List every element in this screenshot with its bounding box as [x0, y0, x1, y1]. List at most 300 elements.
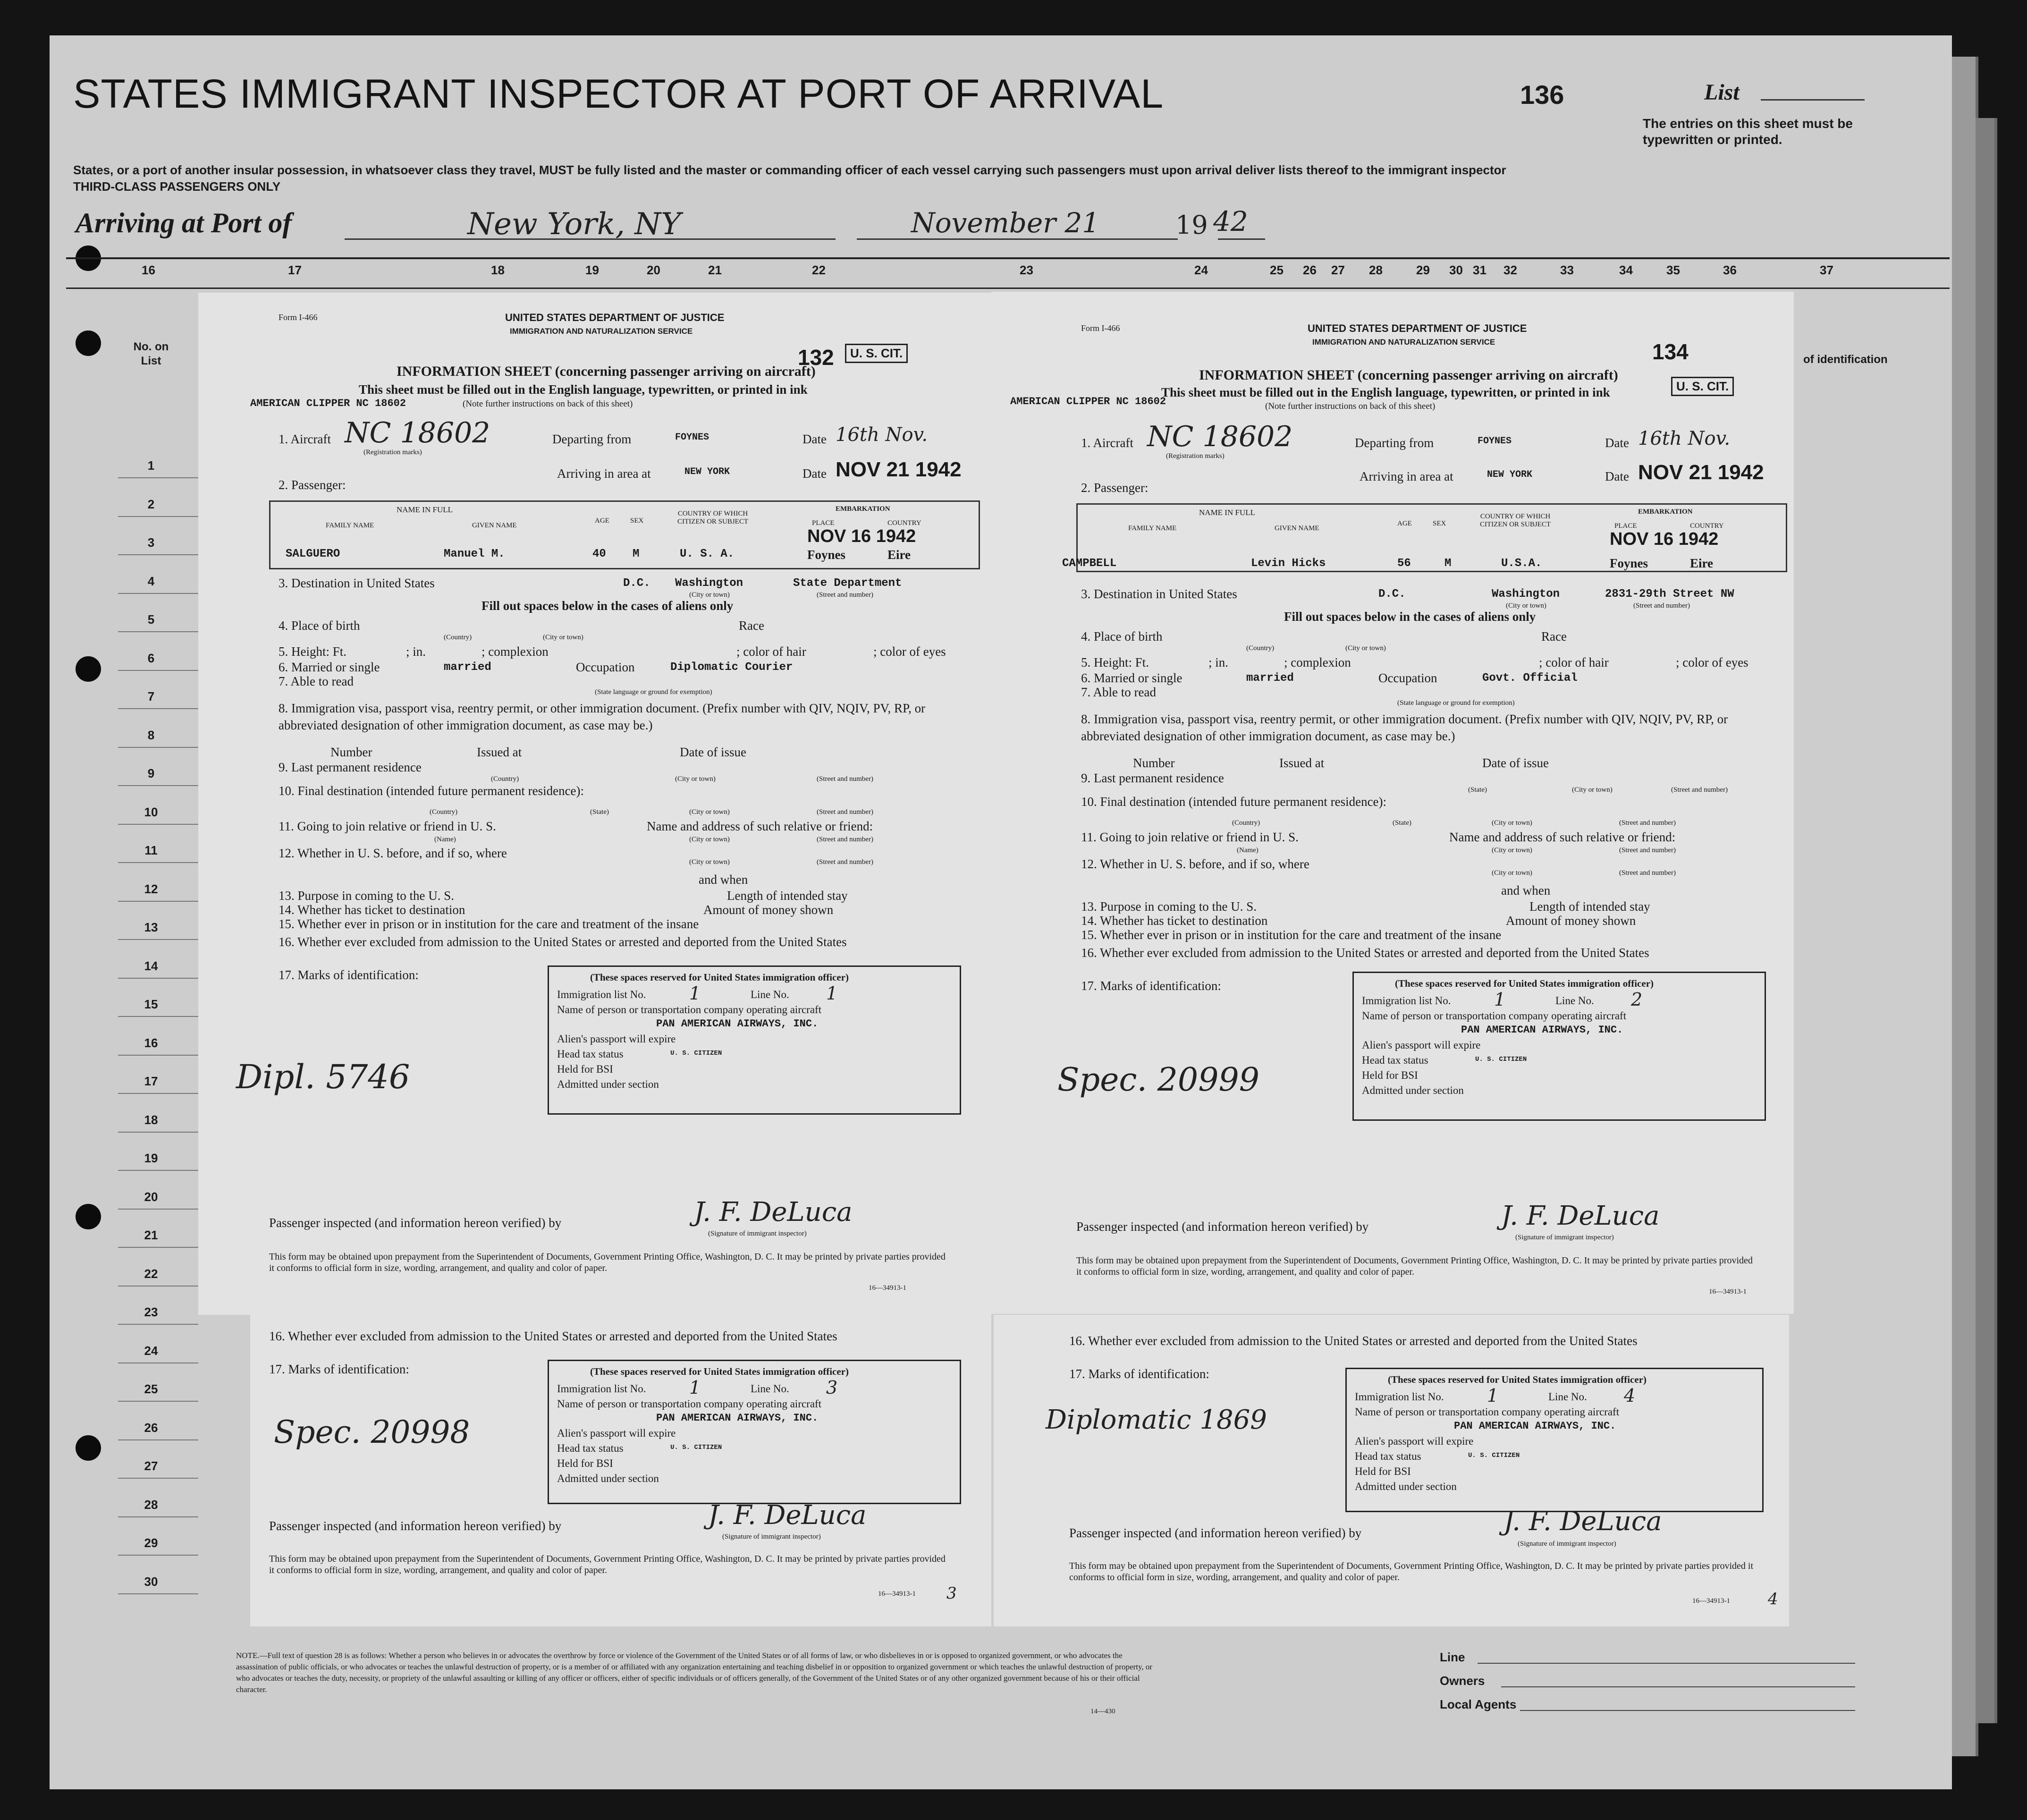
row-number: 24: [144, 1343, 158, 1358]
sheet-top-number: 132: [798, 345, 834, 370]
sex-value: M: [633, 548, 640, 560]
street-caption: (Street and number): [1619, 819, 1676, 827]
street-caption: (Street and number): [1671, 786, 1728, 794]
row-number: 25: [144, 1382, 158, 1396]
departure-date: 16th Nov.: [836, 424, 928, 446]
binding-hole: [76, 656, 101, 682]
form-code: 16—34913-1: [878, 1590, 916, 1598]
marks-handwritten: Dipl. 5746: [236, 1058, 410, 1096]
info-sheet-3: [250, 1315, 991, 1626]
service-name: IMMIGRATION AND NATURALIZATION SERVICE: [510, 327, 693, 336]
date-label: Date: [1605, 436, 1629, 450]
line-no-label: Line No.: [751, 1383, 789, 1395]
column-number: 35: [1666, 263, 1680, 277]
column-number: 22: [812, 263, 826, 277]
row-number: 11: [144, 843, 158, 857]
passport-expire-label: Alien's passport will expire: [1355, 1435, 1474, 1447]
q9-residence: 9. Last permanent residence: [1081, 771, 1224, 785]
issued-at-label: Issued at: [477, 745, 522, 759]
operator-label: Name of person or transportation company operating aircraft: [557, 1398, 822, 1410]
row-rule: [118, 1170, 198, 1171]
list-number: 1: [689, 1377, 701, 1398]
info-sheet-2: [991, 292, 1794, 1314]
list-blank: [1761, 99, 1865, 101]
arriving-area-value: NEW YORK: [1487, 469, 1533, 480]
q14-ticket: 14. Whether has ticket to destination: [279, 903, 465, 917]
q8-visa: 8. Immigration visa, passport visa, reentry permit, or other immigration document. (Prefix number with QIV, NQIV, PV, RP, or abbreviated designation of other immigration document, as case may be.): [279, 701, 926, 732]
form-sub2: (Note further instructions on back of this sheet): [463, 399, 633, 409]
footnote: NOTE.—Full text of question 28 is as follows: Whether a person who believes in or advocates the overthrow by force or violence of the Government of the United States or of all forms of law, or who disbelieves in or is opposed to organized government, or who advocates the assassination of public officials, or who advocates or teaches the unlawful destruction of property, or is a member of or affiliated with any organization entertaining and teaching disbelief in or opposition to organized government or which teaches the unlawful destruction of property, or who advocates or teaches the duty, necessity, or propriety of the unlawful assaulting or killing of any officer or officers, either of specific individuals or of officers generally, of the Government of the United States or of any other organized government because of his or their official character.: [236, 1651, 1153, 1694]
imm-list-label: Immigration list No.: [557, 1383, 646, 1395]
complexion-label: ; complexion: [1284, 655, 1351, 669]
row-rule: [118, 1478, 198, 1479]
q7-read: 7. Able to read: [1081, 685, 1156, 699]
citizen-badge: U. S. CIT.: [845, 344, 908, 363]
held-bsi-label: Held for BSI: [1362, 1069, 1418, 1081]
q5-height: 5. Height: Ft.: [1081, 655, 1149, 669]
passport-expire-label: Alien's passport will expire: [557, 1427, 676, 1439]
row-number: 27: [144, 1459, 158, 1473]
street-caption: (Street and number): [1619, 847, 1676, 854]
signature-caption: (Signature of immigrant inspector): [708, 1230, 807, 1237]
column-number: 37: [1820, 263, 1833, 277]
row-number: 2: [147, 497, 155, 511]
column-number: 25: [1270, 263, 1284, 277]
row-rule: [118, 631, 198, 632]
state-caption: (State): [1468, 786, 1487, 794]
row-rule: [118, 1016, 198, 1017]
q17-marks: 17. Marks of identification:: [269, 1362, 409, 1376]
city-caption: (City or town): [689, 858, 730, 866]
row-number: 1: [147, 458, 155, 473]
admitted-label: Admitted under section: [557, 1078, 659, 1090]
signature-caption: (Signature of immigrant inspector): [1515, 1234, 1614, 1241]
row-rule: [118, 1439, 198, 1440]
row-number: 26: [144, 1420, 158, 1435]
aircraft-handwritten: NC 18602: [345, 416, 490, 449]
country-col-header: COUNTRY: [1690, 522, 1724, 530]
q9-residence: 9. Last permanent residence: [279, 760, 422, 774]
q13-purpose: 13. Purpose in coming to the U. S.: [1081, 899, 1257, 914]
inspected-label: Passenger inspected (and information hereon verified) by: [1076, 1219, 1369, 1234]
signature-caption: (Signature of immigrant inspector): [722, 1533, 821, 1541]
clipper-stamp: AMERICAN CLIPPER NC 18602: [250, 398, 406, 409]
family-name-value: SALGUERO: [286, 548, 340, 560]
form-code: 16—34913-1: [869, 1284, 906, 1292]
row-number: 18: [144, 1112, 158, 1127]
operator-label: Name of person or transportation company operating aircraft: [557, 1004, 822, 1016]
column-number: 26: [1303, 263, 1317, 277]
fine-print: This form may be obtained upon prepayment from the Superintendent of Documents, Government Printing Office, Washington, D. C. It may be printed by private parties provided it conforms to official form in size, wording, arrangement, and quality and color of paper.: [1076, 1255, 1753, 1277]
q6-marital: 6. Married or single: [1081, 671, 1182, 685]
reserved-note: (These spaces reserved for United States immigration officer): [590, 972, 849, 983]
column-number: 32: [1503, 263, 1517, 277]
row-number: 19: [144, 1151, 158, 1165]
embarkation-place: Foynes: [1610, 556, 1648, 570]
citizen-value: U.S.A.: [1501, 557, 1542, 570]
line-number: 2: [1631, 989, 1643, 1010]
aliens-only: Fill out spaces below in the cases of aliens only: [481, 599, 734, 613]
owners-blank: [1501, 1686, 1855, 1687]
line-blank: [1478, 1663, 1855, 1664]
binding-hole: [76, 330, 101, 356]
marital-value: married: [1246, 672, 1294, 685]
country-header: COUNTRY OF WHICH CITIZEN OR SUBJECT: [1480, 513, 1551, 528]
admitted-label: Admitted under section: [1355, 1481, 1457, 1492]
inspected-label: Passenger inspected (and information hereon verified) by: [269, 1519, 562, 1533]
year-prefix: 19: [1175, 210, 1208, 240]
sex-header: SEX: [1433, 520, 1446, 527]
arriving-label: Arriving at Port of: [76, 207, 292, 238]
sheet-number: 136: [1520, 80, 1564, 110]
form-sub1: This sheet must be filled out in the English language, typewritten, or printed in ink: [1161, 385, 1610, 399]
country-header: COUNTRY OF WHICH CITIZEN OR SUBJECT: [677, 510, 748, 525]
and-when-label: and when: [699, 872, 748, 887]
row-rule: [118, 978, 198, 979]
street-caption: (Street and number): [1633, 602, 1690, 609]
city-caption: (City or town): [1492, 847, 1532, 854]
embarkation-place: Foynes: [807, 548, 845, 562]
name-in-full-header: NAME IN FULL: [1199, 508, 1255, 517]
marks-handwritten: Spec. 20999: [1057, 1061, 1259, 1099]
q1-aircraft: 1. Aircraft: [279, 432, 331, 446]
row-rule: [118, 554, 198, 555]
occupation-label: Occupation: [1378, 671, 1437, 685]
city-caption: (City or town): [1572, 786, 1613, 794]
service-name: IMMIGRATION AND NATURALIZATION SERVICE: [1312, 338, 1495, 347]
row-number: 8: [147, 728, 155, 742]
head-tax-value: U. S. CITIZEN: [670, 1050, 722, 1057]
column-number: 34: [1619, 263, 1633, 277]
q16-excluded: 16. Whether ever excluded from admission to the United States or arrested and deported from the United States: [1081, 946, 1649, 960]
departing-value: FOYNES: [675, 432, 709, 443]
row-number: 4: [147, 574, 155, 588]
q17-marks: 17. Marks of identification:: [1069, 1367, 1209, 1381]
page-edge-right-2: [1976, 118, 1997, 1723]
q11-name-address: Name and address of such relative or friend:: [1449, 830, 1676, 844]
row-number: 3: [147, 535, 155, 550]
age-value: 56: [1397, 557, 1411, 570]
q7-read: 7. Able to read: [279, 674, 354, 688]
reg-marks-caption: (Registration marks): [1166, 452, 1225, 460]
inspector-signature: J. F. DeLuca: [1503, 1506, 1662, 1537]
form-number: Form I-466: [279, 313, 318, 322]
q11-relative: 11. Going to join relative or friend in U. S.: [1081, 830, 1299, 844]
inspected-label: Passenger inspected (and information hereon verified) by: [269, 1216, 562, 1230]
dept-name: UNITED STATES DEPARTMENT OF JUSTICE: [1308, 322, 1527, 334]
date-of-issue-label: Date of issue: [1482, 756, 1549, 770]
row-rule: [118, 1093, 198, 1094]
arriving-area-label: Arriving in area at: [557, 466, 651, 481]
sheet-top-number: 134: [1652, 339, 1689, 364]
dest-state: D.C.: [1378, 588, 1406, 601]
city-caption: (City or town): [1345, 644, 1386, 652]
row-rule: [118, 1055, 198, 1056]
line-number: 4: [1624, 1385, 1636, 1406]
form-sub2: (Note further instructions on back of this sheet): [1265, 401, 1436, 411]
row-rule: [118, 824, 198, 825]
head-tax-label: Head tax status: [1355, 1450, 1421, 1462]
column-number: 16: [142, 263, 155, 277]
column-number: 18: [491, 263, 505, 277]
info-sheet-4: [994, 1315, 1789, 1626]
row-rule: [118, 747, 198, 748]
column-number: 17: [288, 263, 302, 277]
fine-print: This form may be obtained upon prepayment from the Superintendent of Documents, Government Printing Office, Washington, D. C. It may be printed by private parties provided it conforms to official form in size, wording, arrangement, and quality and color of paper.: [1069, 1561, 1753, 1583]
reg-marks-caption: (Registration marks): [363, 449, 422, 456]
street-caption: (Street and number): [817, 836, 873, 843]
dest-city: Washington: [1492, 588, 1560, 601]
country-caption: (Country): [1246, 644, 1275, 652]
year-handwritten: 42: [1213, 205, 1248, 237]
list-number: 1: [689, 983, 701, 1004]
date-label: Date: [802, 466, 827, 481]
q5-height: 5. Height: Ft.: [279, 644, 347, 659]
street-caption: (Street and number): [817, 775, 873, 783]
operator-value: PAN AMERICAN AIRWAYS, INC.: [1461, 1024, 1623, 1036]
marital-value: married: [444, 661, 491, 674]
street-caption: (Street and number): [817, 858, 873, 866]
info-sheet-1: [198, 293, 991, 1315]
arrival-date-stamp: NOV 21 1942: [1638, 461, 1764, 484]
q10-final-destination: 10. Final destination (intended future permanent residence):: [1081, 795, 1387, 809]
admitted-label: Admitted under section: [557, 1473, 659, 1484]
embarkation-date-stamp: NOV 16 1942: [807, 526, 916, 546]
q2-passenger: 2. Passenger:: [1081, 481, 1149, 495]
city-caption: (City or town): [1492, 869, 1532, 877]
q16-excluded: 16. Whether ever excluded from admission to the United States or arrested and deported from the United States: [1069, 1334, 1638, 1348]
country-caption: (Country): [444, 634, 472, 641]
reserved-note: (These spaces reserved for United States immigration officer): [1395, 978, 1654, 989]
row-number: 17: [144, 1074, 158, 1088]
date-handwritten: November 21: [911, 207, 1100, 239]
row-rule: [118, 1286, 198, 1287]
city-caption: (City or town): [689, 836, 730, 843]
row-rule: [118, 1555, 198, 1556]
name-caption: (Name): [1237, 847, 1258, 854]
q1-aircraft: 1. Aircraft: [1081, 436, 1133, 450]
aircraft-handwritten: NC 18602: [1147, 420, 1293, 453]
q13-purpose: 13. Purpose in coming to the U. S.: [279, 889, 454, 903]
column-number: 29: [1416, 263, 1430, 277]
date-label: Date: [802, 432, 827, 446]
country-caption: (Country): [491, 775, 519, 783]
hair-label: ; color of hair: [736, 644, 806, 659]
row-number: 16: [144, 1035, 158, 1050]
column-number: 27: [1331, 263, 1345, 277]
arriving-area-label: Arriving in area at: [1360, 469, 1453, 483]
inspector-signature: J. F. DeLuca: [694, 1197, 853, 1227]
list-number: 1: [1494, 989, 1506, 1010]
row-rule: [118, 477, 198, 478]
occupation-value: Diplomatic Courier: [670, 661, 793, 674]
line-no-label: Line No.: [1555, 995, 1594, 1007]
inspector-signature: J. F. DeLuca: [708, 1500, 867, 1531]
embarkation-date-stamp: NOV 16 1942: [1610, 529, 1719, 549]
age-header: AGE: [595, 517, 609, 525]
complexion-label: ; complexion: [481, 644, 549, 659]
race-label: Race: [739, 618, 764, 633]
manifest-instruction: States, or a port of another insular possession, in whatsoever class they travel, MUST be fully listed and the master or commanding officer of each vessel carrying such passengers must upon arrival deliver lists thereof to the immigrant inspector: [73, 163, 1506, 177]
row-number: 29: [144, 1536, 158, 1550]
q15-prison: 15. Whether ever in prison or in institution for the care and treatment of the insane: [279, 917, 699, 931]
third-class-note: THIRD-CLASS PASSENGERS ONLY: [73, 179, 281, 194]
q17-marks: 17. Marks of identification:: [279, 968, 419, 982]
city-caption: (City or town): [689, 808, 730, 816]
row-number: 10: [144, 804, 158, 819]
occupation-label: Occupation: [576, 660, 635, 674]
given-name-header: GIVEN NAME: [1275, 525, 1319, 532]
column-number: 33: [1560, 263, 1574, 277]
admitted-label: Admitted under section: [1362, 1084, 1464, 1096]
reserved-note: (These spaces reserved for United States immigration officer): [1388, 1374, 1647, 1385]
imm-list-label: Immigration list No.: [1362, 995, 1451, 1007]
city-caption: (City or town): [689, 591, 730, 599]
age-value: 40: [592, 548, 606, 560]
list-label: List: [1704, 80, 1740, 105]
state-caption: (State): [1393, 819, 1411, 827]
q12-before: 12. Whether in U. S. before, and if so, where: [1081, 857, 1309, 871]
form-title: INFORMATION SHEET (concerning passenger arriving on aircraft): [1199, 367, 1618, 383]
column-number: 24: [1194, 263, 1208, 277]
column-number: 28: [1369, 263, 1383, 277]
line-number: 1: [826, 983, 838, 1004]
form-number: Form I-466: [1081, 323, 1120, 333]
row-number: 5: [147, 612, 155, 626]
inspected-label: Passenger inspected (and information hereon verified) by: [1069, 1526, 1362, 1540]
city-caption: (City or town): [675, 775, 716, 783]
arrival-date-stamp: NOV 21 1942: [836, 458, 962, 481]
row-rule: [118, 593, 198, 594]
q12-before: 12. Whether in U. S. before, and if so, where: [279, 846, 507, 860]
row-rule: [118, 708, 198, 709]
head-tax-value: U. S. CITIZEN: [1468, 1452, 1520, 1459]
eyes-label: ; color of eyes: [873, 644, 946, 659]
q6-marital: 6. Married or single: [279, 660, 380, 674]
marks-handwritten: Spec. 20998: [274, 1414, 470, 1450]
imm-list-label: Immigration list No.: [1355, 1391, 1444, 1403]
date-label: Date: [1605, 469, 1629, 483]
departure-date: 16th Nov.: [1638, 428, 1731, 449]
form-code: 16—34913-1: [1692, 1597, 1730, 1605]
age-header: AGE: [1397, 520, 1412, 527]
dest-city: Washington: [675, 577, 743, 590]
passport-expire-label: Alien's passport will expire: [1362, 1039, 1481, 1051]
row-rule: [118, 1593, 198, 1594]
row-rule: [118, 1516, 198, 1517]
identification-header: of identification: [1803, 353, 1888, 366]
row-rule: [118, 862, 198, 863]
country-col-header: COUNTRY: [887, 519, 921, 527]
q10-final-destination: 10. Final destination (intended future permanent residence):: [279, 784, 584, 798]
row-rule: [118, 1324, 198, 1325]
row-number: 30: [144, 1574, 158, 1589]
state-caption: (State): [590, 808, 609, 816]
row-rule: [118, 1401, 198, 1402]
passport-expire-label: Alien's passport will expire: [557, 1033, 676, 1045]
list-number: 1: [1487, 1385, 1499, 1406]
line-no-label: Line No.: [751, 989, 789, 1000]
column-number: 36: [1723, 263, 1737, 277]
no-on-list-header: No. on List: [133, 340, 169, 367]
operator-label: Name of person or transportation company operating aircraft: [1362, 1010, 1627, 1022]
inches-label: ; in.: [406, 644, 426, 659]
operator-label: Name of person or transportation company operating aircraft: [1355, 1406, 1620, 1418]
row-number: 22: [144, 1266, 158, 1281]
dest-street: State Department: [793, 577, 902, 590]
head-tax-value: U. S. CITIZEN: [670, 1444, 722, 1451]
row-number: 6: [147, 651, 155, 665]
length-stay-label: Length of intended stay: [1529, 899, 1650, 914]
row-number: 21: [144, 1228, 158, 1242]
and-when-label: and when: [1501, 883, 1551, 897]
q8-visa: 8. Immigration visa, passport visa, reentry permit, or other immigration document. (Prefix number with QIV, NQIV, PV, RP, or abbreviated designation of other immigration document, as case may be.): [1081, 712, 1728, 743]
departing-label: Departing from: [552, 432, 632, 446]
operator-value: PAN AMERICAN AIRWAYS, INC.: [656, 1018, 819, 1030]
sex-header: SEX: [630, 517, 644, 525]
embarkation-country: Eire: [1690, 556, 1713, 570]
q11-name-address: Name and address of such relative or friend:: [647, 819, 873, 833]
aliens-only: Fill out spaces below in the cases of aliens only: [1284, 609, 1536, 624]
departing-value: FOYNES: [1478, 436, 1512, 447]
row-number: 14: [144, 958, 158, 973]
place-header: PLACE: [812, 519, 835, 527]
held-bsi-label: Held for BSI: [557, 1457, 613, 1469]
sex-value: M: [1444, 557, 1452, 570]
occupation-value: Govt. Official: [1482, 672, 1578, 685]
issued-at-label: Issued at: [1279, 756, 1325, 770]
inches-label: ; in.: [1208, 655, 1229, 669]
typed-note: The entries on this sheet must be typewritten or printed.: [1643, 116, 1853, 147]
clipper-stamp: AMERICAN CLIPPER NC 18602: [1010, 396, 1166, 407]
q16-excluded: 16. Whether ever excluded from admission to the United States or arrested and deported from the United States: [279, 935, 847, 949]
q14-ticket: 14. Whether has ticket to destination: [1081, 914, 1268, 928]
column-number: 31: [1473, 263, 1486, 277]
year-blank: [1218, 238, 1265, 240]
eyes-label: ; color of eyes: [1676, 655, 1748, 669]
family-name-value: CAMPBELL: [1062, 557, 1117, 570]
q3-destination: 3. Destination in United States: [1081, 587, 1237, 601]
given-name-header: GIVEN NAME: [472, 522, 517, 529]
imm-list-label: Immigration list No.: [557, 989, 646, 1000]
citizen-badge: U. S. CIT.: [1671, 377, 1734, 396]
reserved-note: (These spaces reserved for United States immigration officer): [590, 1366, 849, 1377]
row-rule: [118, 901, 198, 902]
embarkation-header: EMBARKATION: [836, 505, 890, 513]
q11-relative: 11. Going to join relative or friend in U. S.: [279, 819, 496, 833]
given-name-value: Manuel M.: [444, 548, 505, 560]
row-rule: [118, 939, 198, 940]
row-rule: [118, 785, 198, 786]
head-tax-value: U. S. CITIZEN: [1475, 1056, 1527, 1063]
row-rule: [118, 516, 198, 517]
row-rule: [118, 670, 198, 671]
name-in-full-header: NAME IN FULL: [397, 505, 453, 514]
dept-name: UNITED STATES DEPARTMENT OF JUSTICE: [505, 312, 725, 323]
number-label: Number: [1133, 756, 1175, 770]
place-header: PLACE: [1614, 522, 1637, 530]
owners-label: Owners: [1440, 1674, 1485, 1688]
column-number: 30: [1449, 263, 1463, 277]
marks-handwritten: Diplomatic 1869: [1046, 1405, 1267, 1435]
fine-print: This form may be obtained upon prepayment from the Superintendent of Documents, Government Printing Office, Washington, D. C. It may be printed by private parties provided it conforms to official form in size, wording, arrangement, and quality and color of paper.: [269, 1554, 946, 1575]
q17-marks: 17. Marks of identification:: [1081, 979, 1221, 993]
q2-passenger: 2. Passenger:: [279, 478, 346, 492]
dest-street: 2831-29th Street NW: [1605, 588, 1734, 601]
street-caption: (Street and number): [817, 808, 873, 816]
row-number: 15: [144, 997, 158, 1011]
row-number: 20: [144, 1189, 158, 1204]
